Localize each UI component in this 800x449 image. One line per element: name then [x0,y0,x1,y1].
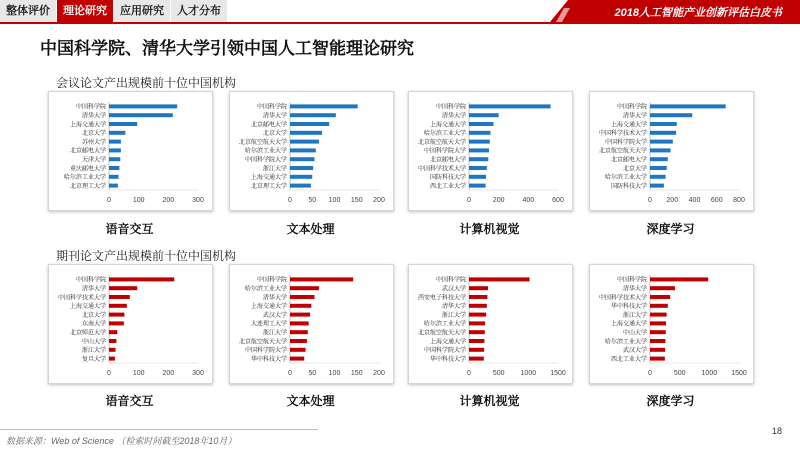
bar [469,157,488,161]
bar [109,357,115,361]
bar [469,184,486,188]
category-label: 北京理工大学 [69,182,106,190]
category-label: 天津大学 [81,156,106,164]
bar [469,166,487,170]
bar [109,157,120,161]
bar [650,140,673,144]
x-tick-label: 600 [710,197,723,204]
bar [290,339,307,343]
category-label: 清华大学 [262,294,287,302]
tab-talent[interactable]: 人才分布 [171,0,228,22]
bar [650,304,668,308]
bar [469,295,487,299]
category-label: 武汉大学 [622,347,647,355]
bar [469,286,488,290]
bar [650,122,677,126]
category-label: 中国科学技术大学 [57,294,106,302]
x-tick-label: 300 [192,370,204,377]
category-label: 北京航空航天大学 [417,138,466,146]
category-label: 中山大学 [622,329,647,337]
category-label: 西北工业大学 [610,355,647,363]
category-label: 华中科技大学 [610,303,647,311]
header-rule [0,22,800,24]
x-tick-label: 1500 [550,370,566,377]
chart-label: 深度学习 [646,394,695,408]
chart-label: 文本处理 [286,394,335,408]
category-label: 重庆邮电大学 [69,165,106,173]
category-label: 中国科学院 [256,276,287,284]
x-tick-label: 0 [288,197,292,204]
category-label: 北京邮电大学 [610,156,647,164]
chart-conference-deep-learning [589,91,754,211]
bar [109,104,177,108]
category-label: 浙江大学 [262,329,287,337]
category-label: 北京大学 [622,165,647,173]
category-label: 清华大学 [441,303,466,311]
bar [290,175,312,179]
chart-label: 文本处理 [286,222,335,236]
bar [650,148,671,152]
bar [109,330,117,334]
tab-application[interactable]: 应用研究 [114,0,171,22]
category-label: 中国科学院 [75,276,106,284]
category-label: 上海交通大学 [610,121,647,129]
x-tick-label: 0 [467,370,471,377]
bar [290,295,314,299]
category-label: 北京航空航天大学 [238,338,287,346]
bar [109,295,130,299]
category-label: 东南大学 [81,320,106,328]
bar [469,140,490,144]
bar [109,286,137,290]
category-label: 西北工业大学 [429,182,466,190]
chart-svg [409,265,572,383]
bar [290,321,309,325]
chart-label: 计算机视觉 [459,222,520,236]
chart-svg [49,92,212,210]
chart-journal-speech [48,264,213,384]
category-label: 中国科学院大学 [423,347,466,355]
bar [650,348,665,352]
page-title: 中国科学院、清华大学引领中国人工智能理论研究 [40,39,414,58]
bar [109,140,121,144]
x-tick-label: 600 [552,197,564,204]
category-label: 上海交通大学 [69,121,106,129]
chart-svg [409,92,572,210]
category-label: 哈尔滨工业大学 [244,147,287,155]
bar [109,166,119,170]
bar [290,304,311,308]
bar [469,348,484,352]
bar [650,339,665,343]
category-label: 中山大学 [81,338,106,346]
x-tick-label: 0 [107,197,111,204]
chart-svg [230,265,393,383]
category-label: 中国科学院大学 [423,147,466,155]
bar [650,313,667,317]
x-tick-label: 0 [288,370,292,377]
bar [109,313,124,317]
bar [469,148,489,152]
category-label: 国防科技大学 [610,182,647,190]
x-tick-label: 300 [192,197,204,204]
bar [469,277,530,281]
category-label: 上海交通大学 [250,174,287,182]
section-title-journal: 期刊论文产出规模前十位中国机构 [56,249,237,263]
chart-conference-text [229,91,394,211]
bar [650,357,665,361]
bar [469,321,485,325]
category-label: 上海交通大学 [69,303,106,311]
bar [469,357,484,361]
category-label: 苏州大学 [81,138,106,146]
x-tick-label: 1500 [731,370,747,377]
bar [290,184,311,188]
bar [290,122,329,126]
chart-label: 计算机视觉 [459,394,520,408]
category-label: 上海交通大学 [429,121,466,129]
chart-conference-vision [408,91,573,211]
category-label: 武汉大学 [262,311,287,319]
category-label: 哈尔滨工业大学 [423,320,466,328]
bar [109,148,121,152]
category-label: 中国科学院 [435,276,466,284]
x-tick-label: 200 [492,197,505,204]
chart-label: 语音交互 [105,222,154,236]
chart-label: 深度学习 [646,222,695,236]
chart-journal-deep-learning [589,264,754,384]
bar [109,131,125,135]
bar [469,330,485,334]
category-label: 大连理工大学 [250,320,287,328]
category-label: 中国科学院 [616,103,647,111]
category-label: 中国科学技术大学 [598,130,647,138]
bar [650,330,666,334]
x-tick-label: 500 [673,370,686,377]
bar [650,157,668,161]
category-label: 国防科技大学 [429,174,466,182]
bar [109,113,173,117]
category-label: 华中科技大学 [429,355,466,363]
category-label: 北京大学 [81,130,106,138]
category-label: 武汉大学 [441,285,466,293]
bar [109,184,118,188]
category-label: 北京邮电大学 [250,121,287,129]
category-label: 浙江大学 [622,311,647,319]
bar [290,113,336,117]
x-tick-label: 800 [733,197,745,204]
category-label: 中国科学院大学 [604,138,647,146]
source-note: 数据来源：Web of Science （检索时间截至2018年10月） [6,436,237,446]
x-tick-label: 0 [648,370,652,377]
category-label: 中国科学技术大学 [598,294,647,302]
x-tick-label: 50 [308,197,317,204]
category-label: 北京航空航天大学 [598,147,647,155]
category-label: 上海交通大学 [610,320,647,328]
bar [109,304,127,308]
bar [109,321,124,325]
category-label: 中国科学院大学 [244,347,287,355]
chart-conference-speech [48,91,213,211]
bar [290,131,322,135]
category-label: 北京大学 [262,130,287,138]
bar [469,113,499,117]
x-tick-label: 500 [492,370,505,377]
bar [109,348,116,352]
bar [650,131,676,135]
bar [109,175,118,179]
category-label: 中国科学院 [75,103,106,111]
category-label: 中国科学院大学 [244,156,287,164]
category-label: 西安电子科技大学 [417,294,466,302]
bar [469,104,551,108]
x-tick-label: 50 [308,370,317,377]
bar [469,175,486,179]
x-tick-label: 150 [350,197,363,204]
category-label: 中国科学院 [435,103,466,111]
footer-rule [0,429,318,430]
bar [109,122,137,126]
category-label: 清华大学 [81,112,106,120]
category-label: 中国科学技术大学 [417,165,466,173]
x-tick-label: 0 [467,197,471,204]
brand-banner [550,0,800,22]
bar [290,166,313,170]
category-label: 哈尔滨工业大学 [423,130,466,138]
chart-label: 语音交互 [105,394,154,408]
bar [650,286,675,290]
x-tick-label: 100 [328,197,341,204]
x-tick-label: 1000 [701,370,718,377]
tab-theory[interactable]: 理论研究 [57,0,114,22]
category-label: 浙江大学 [262,165,287,173]
x-tick-label: 100 [132,197,145,204]
category-label: 哈尔滨工业大学 [244,285,287,293]
chart-journal-text [229,264,394,384]
bar [650,184,664,188]
bar [290,140,319,144]
x-tick-label: 150 [350,370,363,377]
category-label: 北京师范大学 [69,329,106,337]
x-tick-label: 100 [328,370,341,377]
bar [650,277,708,281]
category-label: 上海交通大学 [250,303,287,311]
bar [469,122,493,126]
bar [290,157,314,161]
category-label: 清华大学 [262,112,287,120]
bar [290,104,358,108]
x-tick-label: 1000 [520,370,537,377]
bar [469,131,491,135]
tab-overall[interactable]: 整体评价 [0,0,57,22]
bar [290,357,304,361]
bar [290,148,316,152]
x-tick-label: 400 [522,197,535,204]
category-label: 哈尔滨工业大学 [604,338,647,346]
category-label: 上海交通大学 [429,338,466,346]
bar [650,321,666,325]
bar [650,295,670,299]
category-label: 清华大学 [81,285,106,293]
bar [109,277,174,281]
chart-svg [590,265,753,383]
category-label: 北京大学 [81,311,106,319]
category-label: 北京航空航天大学 [417,329,466,337]
bar [650,166,667,170]
category-label: 清华大学 [622,112,647,120]
bar [650,104,726,108]
x-tick-label: 200 [373,197,385,204]
category-label: 北京邮电大学 [69,147,106,155]
category-label: 清华大学 [441,112,466,120]
chart-svg [49,265,212,383]
chart-journal-vision [408,264,573,384]
page-number: 18 [771,426,782,436]
bar [650,175,666,179]
bar [290,286,319,290]
bar [469,304,487,308]
bar [290,330,308,334]
x-tick-label: 200 [162,370,175,377]
bar [469,313,486,317]
bar [650,113,692,117]
category-label: 浙江大学 [81,347,106,355]
category-label: 哈尔滨工业大学 [604,174,647,182]
category-label: 华中科技大学 [250,355,287,363]
bar [290,277,353,281]
bar [290,313,310,317]
category-label: 清华大学 [622,285,647,293]
category-label: 北京邮电大学 [429,156,466,164]
section-title-conference: 会议论文产出规模前十位中国机构 [56,76,237,90]
category-label: 中国科学院 [616,276,647,284]
x-tick-label: 100 [132,370,145,377]
x-tick-label: 200 [666,197,679,204]
x-tick-label: 0 [107,370,111,377]
bar [469,339,484,343]
chart-svg [230,92,393,210]
chart-svg [590,92,753,210]
x-tick-label: 400 [688,197,701,204]
category-label: 北京理工大学 [250,182,287,190]
x-tick-label: 200 [373,370,385,377]
bar [290,348,306,352]
category-label: 哈尔滨工业大学 [63,174,106,182]
x-tick-label: 0 [648,197,652,204]
category-label: 中国科学院 [256,103,287,111]
x-tick-label: 200 [162,197,175,204]
bar [109,339,116,343]
brand-title: 2018人工智能产业创新评估白皮书 [614,7,782,19]
category-label: 复旦大学 [81,355,106,363]
category-label: 浙江大学 [441,311,466,319]
tab-bar [0,0,228,22]
category-label: 北京航空航天大学 [238,138,287,146]
